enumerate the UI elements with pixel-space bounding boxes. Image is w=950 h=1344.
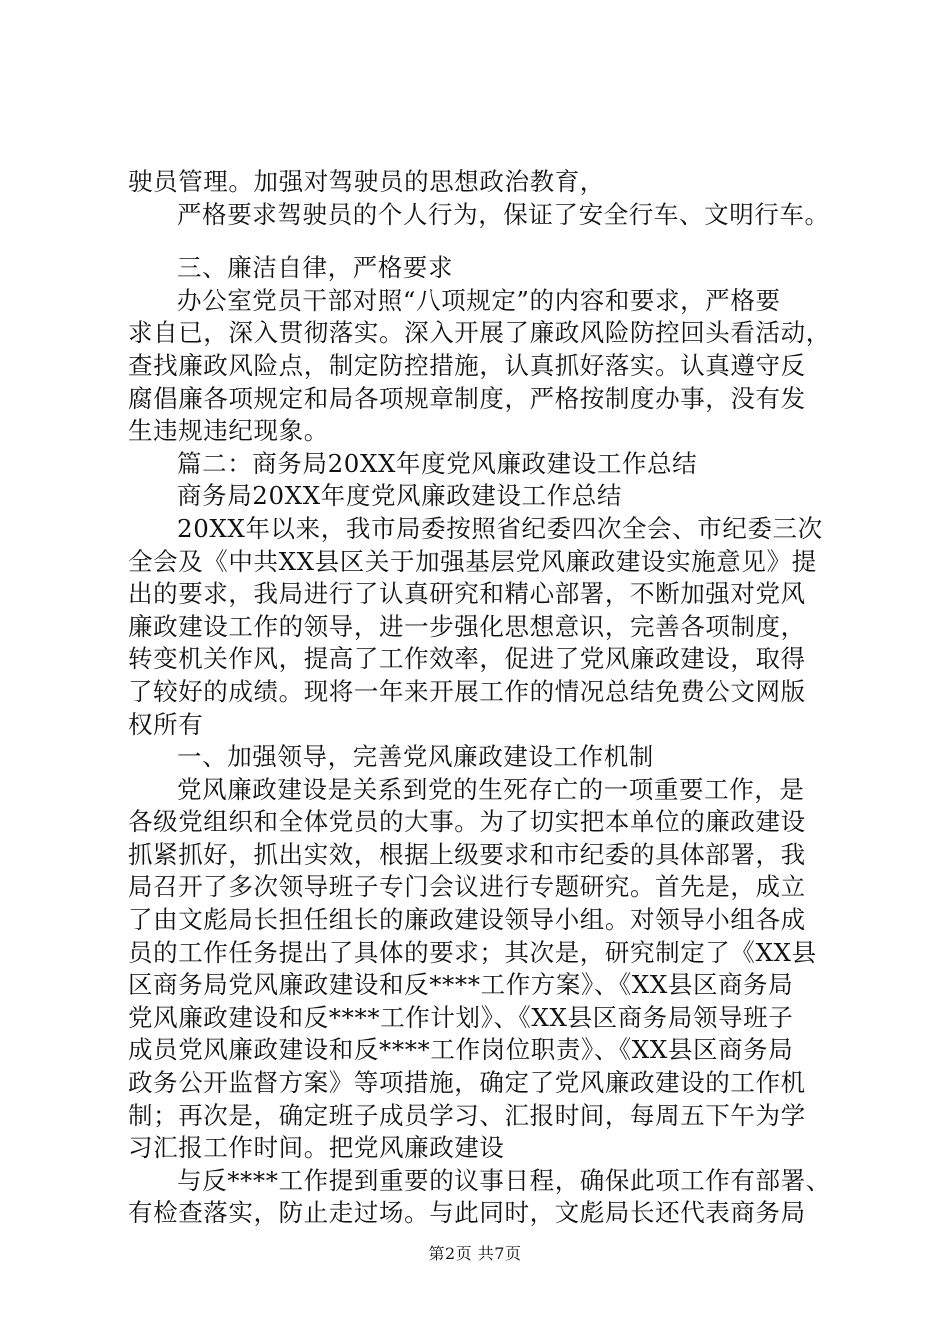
text-line: 局召开了多次领导班子专门会议进行专题研究。首先是，成立	[128, 872, 806, 902]
text-line: 党风廉政建设是关系到党的生死存亡的一项重要工作，是	[177, 774, 805, 804]
text-line: 权所有	[128, 709, 204, 739]
text-line: 严格要求驾驶员的个人行为，保证了安全行车、文明行车。	[177, 199, 830, 229]
text-line: 与反****工作提到重要的议事日程，确保此项工作有部署、	[177, 1165, 831, 1195]
text-line: 各级党组织和全体党员的大事。为了切实把本单位的廉政建设	[128, 807, 806, 837]
paragraph-gap	[128, 231, 848, 252]
text-line: 员的工作任务提出了具体的要求；其次是，研究制定了《XX县	[128, 937, 817, 967]
document-body	[128, 166, 848, 1230]
text-line: 制；再次是，确定班子成员学习、汇报时间，每周五下午为学	[128, 1100, 806, 1130]
text-line: 习汇报工作时间。把党风廉政建设	[128, 1133, 505, 1163]
text-line: 求自已，深入贯彻落实。深入开展了廉政风险防控回头看活动，	[128, 318, 831, 348]
text-line: 驶员管理。加强对驾驶员的思想政治教育，	[128, 167, 605, 196]
text-line: 篇二：商务局20XX年度党风廉政建设工作总结	[177, 448, 698, 478]
text-line: 党风廉政建设和反****工作计划》、《XX县区商务局领导班子	[128, 1002, 794, 1032]
text-line: 了较好的成绩。现将一年来开展工作的情况总结免费公文网版	[128, 676, 806, 706]
text-line: 办公室党员干部对照“八项规定”的内容和要求，严格要	[177, 285, 781, 315]
text-line: 有检查落实，防止走过场。与此同时，文彪局长还代表商务局	[128, 1198, 806, 1228]
text-line: 全会及《中共XX县区关于加强基层党风廉政建设实施意见》提	[128, 546, 817, 576]
text-line: 抓紧抓好，抓出实效，根据上级要求和市纪委的具体部署，我	[128, 839, 806, 869]
text-line: 商务局20XX年度党风廉政建设工作总结	[177, 481, 622, 511]
text-line: 三、廉洁自律，严格要求	[177, 253, 454, 283]
text-line: 廉政建设工作的领导，进一步强化思想意识，完善各项制度，	[128, 611, 806, 641]
text-line: 成员党风廉政建设和反****工作岗位职责》、《XX县区商务局	[128, 1035, 794, 1065]
text-line: 查找廉政风险点，制定防控措施，认真抓好落实。认真遵守反	[128, 350, 806, 380]
text-line: 转变机关作风，提高了工作效率，促进了党风廉政建设，取得	[128, 644, 806, 674]
text-line: 腐倡廉各项规定和局各项规章制度，严格按制度办事，没有发	[128, 383, 806, 413]
paragraph-block-main	[128, 252, 848, 1230]
text-line: 了由文彪局长担任组长的廉政建设领导小组。对领导小组各成	[128, 905, 806, 935]
text-line: 一、加强领导，完善党风廉政建设工作机制	[177, 742, 654, 772]
paragraph-block-top	[128, 166, 848, 231]
text-line: 生违规违纪现象。	[128, 416, 329, 446]
text-line: 出的要求，我局进行了认真研究和精心部署，不断加强对党风	[128, 579, 806, 609]
text-line: 政务公开监督方案》等项措施，确定了党风廉政建设的工作机	[128, 1068, 806, 1098]
text-line: 区商务局党风廉政建设和反****工作方案》、《XX县区商务局	[128, 970, 794, 1000]
page-footer: 第2页 共7页	[428, 1244, 522, 1263]
text-line: 20XX年以来，我市局委按照省纪委四次全会、市纪委三次	[177, 513, 823, 543]
